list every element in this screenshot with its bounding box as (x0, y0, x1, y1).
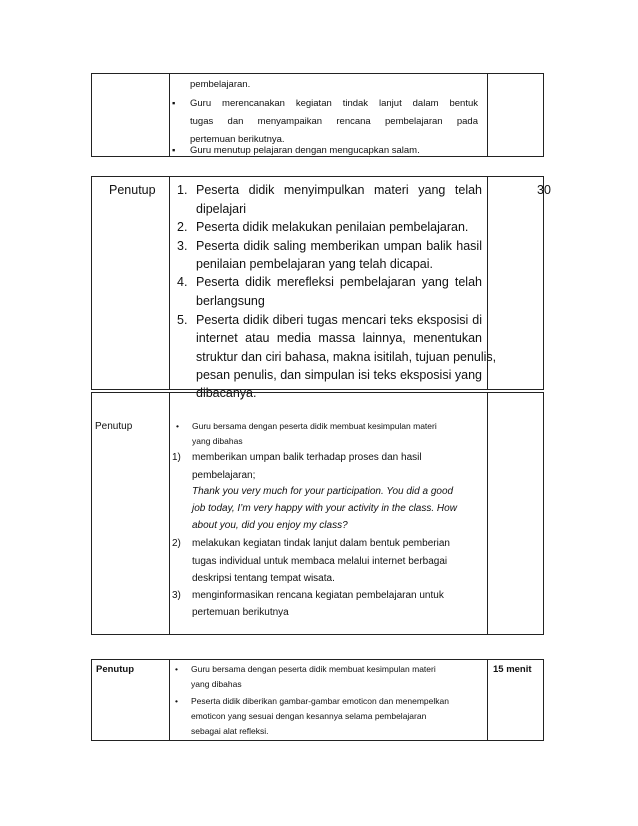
item-line: menginformasikan rencana kegiatan pembelajaran untuk (192, 590, 444, 601)
item-number: 2) (172, 538, 181, 549)
table2-time: 30 (537, 183, 551, 197)
table1-label-cell (92, 74, 170, 156)
table3-label: Penutup (95, 421, 133, 432)
table1-line: pembelajaran. (190, 79, 251, 90)
item-number: 3) (172, 590, 181, 601)
table3-bullet-line: • Guru bersama dengan peserta didik membuat kesimpulan materi (192, 421, 437, 431)
table2-time-cell (488, 177, 543, 389)
item-line: dipelajari (196, 202, 247, 216)
item-number: 1) (172, 452, 181, 463)
table1-bullet-line-last: ▪ Guru menutup pelajaran dengan mengucapkan salam. (190, 145, 420, 156)
item-line: struktur dan ciri bahasa, makna isitilah, tujuan penulis, (196, 350, 497, 364)
table4-line: yang dibahas (191, 679, 242, 689)
item-number: 4. (177, 275, 188, 289)
table4-time: 15 menit (493, 664, 532, 675)
table4-label: Penutup (96, 664, 134, 675)
table4-bullet-line: • Peserta didik diberikan gambar-gambar emoticon dan menempelkan (191, 696, 449, 706)
table2-label-cell (92, 177, 170, 389)
table1-line: pertemuan berikutnya. (190, 134, 285, 145)
item-line: Peserta didik menyimpulkan materi yang telah (196, 183, 482, 197)
item-line: internet atau media massa lainnya, menentukan (196, 331, 482, 345)
table4-line: emoticon yang sesuai dengan kesannya selama pembelajaran (191, 711, 427, 721)
item-number: 2. (177, 220, 188, 234)
english-line: about you, did you enjoy my class? (192, 520, 348, 531)
table4-bullet-line: • Guru bersama dengan peserta didik membuat kesimpulan materi (191, 664, 436, 674)
table1-time-cell (488, 74, 543, 156)
item-line: pesan penulis, dan simpulan isi teks eksposisi yang (196, 368, 482, 382)
table3-time-cell (488, 393, 543, 634)
item-line: Peserta didik merefleksi pembelajaran yang telah (196, 275, 482, 289)
item-line: tugas individual untuk membaca melalui internet berbagai (192, 556, 448, 567)
item-line: deskripsi tentang tempat wisata. (192, 573, 335, 584)
item-line: Peserta didik melakukan penilaian pembelajaran. (196, 220, 469, 234)
item-number: 1. (177, 183, 188, 197)
table4-line: sebagai alat refleksi. (191, 726, 269, 736)
item-number: 3. (177, 239, 188, 253)
item-line: berlangsung (196, 294, 265, 308)
item-line: dibacanya. (196, 386, 257, 400)
item-line: Peserta didik saling memberikan umpan balik hasil (196, 239, 482, 253)
english-line: Thank you very much for your participation. You did a good (192, 486, 454, 497)
item-line: pembelajaran; (192, 470, 256, 481)
table3-line: yang dibahas (192, 436, 243, 446)
item-line: melakukan kegiatan tindak lanjut dalam bentuk pemberian (192, 538, 450, 549)
table1-line: tugas dan menyampaikan rencana pembelajaran pada (190, 116, 478, 127)
item-line: pertemuan berikutnya (192, 607, 289, 618)
item-line: memberikan umpan balik terhadap proses dan hasil (192, 452, 422, 463)
item-line: penilaian pembelajaran yang telah dicapai. (196, 257, 433, 271)
item-number: 5. (177, 313, 188, 327)
item-line: Peserta didik diberi tugas mencari teks eksposisi di (196, 313, 482, 327)
table2-label: Penutup (109, 183, 156, 197)
table1-bullet-line: ▪ Guru merencanakan kegiatan tindak lanjut dalam bentuk (190, 98, 478, 109)
english-line: job today, I’m very happy with your activity in the class. How (192, 503, 457, 514)
